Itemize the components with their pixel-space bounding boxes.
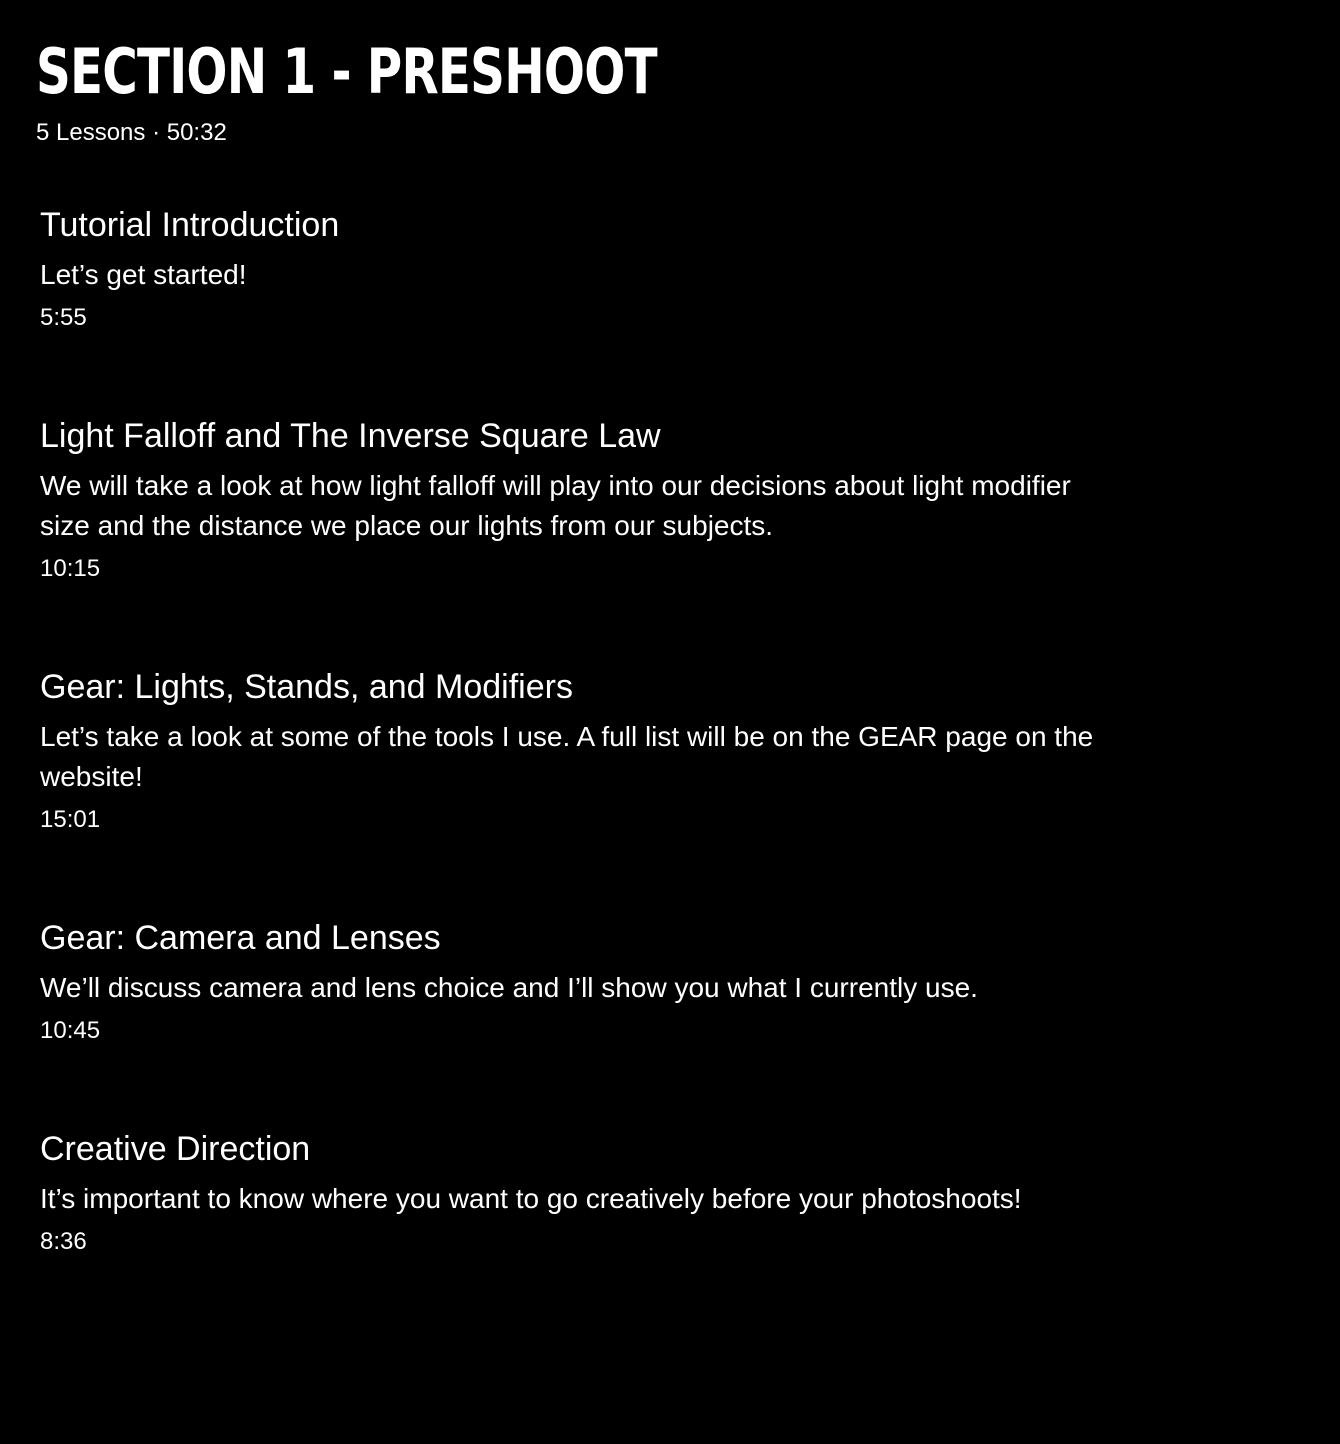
lesson-description: Let’s get started! <box>40 259 247 290</box>
lesson-duration: 10:45 <box>40 1017 101 1044</box>
section-title: SECTION 1 - PRESHOOT <box>36 35 657 108</box>
lesson-item-tutorial-introduction[interactable] <box>40 202 1120 335</box>
lesson-description: We will take a look at how light falloff will play into our decisions about light modifier size and the distance we place our lights from our subjects. <box>40 470 1071 541</box>
lesson-title[interactable]: Creative Direction <box>40 1130 311 1168</box>
lesson-title[interactable]: Light Falloff and The Inverse Square Law <box>40 417 661 455</box>
lesson-item-light-falloff[interactable] <box>40 413 1120 586</box>
lesson-description: Let’s take a look at some of the tools I use. A full list will be on the GEAR page on the website! <box>40 721 1094 792</box>
section-meta: 5 Lessons · 50:32 <box>36 119 227 146</box>
lesson-item-gear-camera[interactable] <box>40 915 1120 1048</box>
lesson-list <box>36 202 1340 1259</box>
lesson-description: It’s important to know where you want to go creatively before your photoshoots! <box>40 1183 1022 1214</box>
lesson-title[interactable]: Gear: Camera and Lenses <box>40 919 441 957</box>
lesson-title[interactable]: Gear: Lights, Stands, and Modifiers <box>40 668 573 706</box>
lesson-duration: 10:15 <box>40 555 101 582</box>
lesson-duration: 15:01 <box>40 806 101 833</box>
lesson-description: We’ll discuss camera and lens choice and I’ll show you what I currently use. <box>40 972 978 1003</box>
lesson-item-creative-direction[interactable] <box>40 1126 1120 1259</box>
lesson-duration: 8:36 <box>40 1228 87 1255</box>
lesson-item-gear-lights[interactable] <box>40 664 1120 837</box>
lesson-duration: 5:55 <box>40 304 87 331</box>
lesson-title[interactable]: Tutorial Introduction <box>40 206 340 244</box>
